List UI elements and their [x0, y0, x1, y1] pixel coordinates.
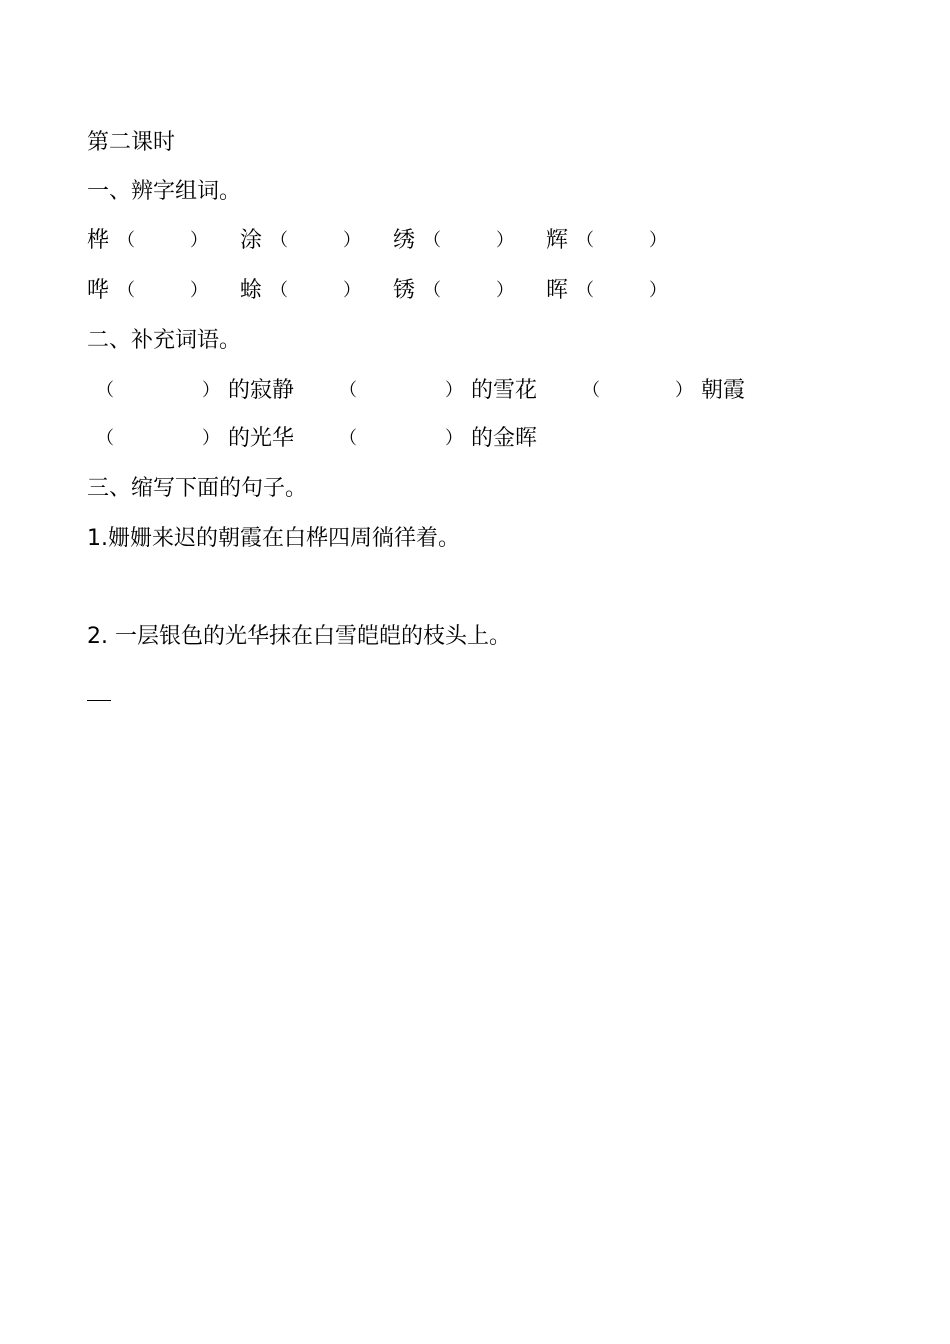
- phrase-suffix: 朝霞: [701, 378, 746, 403]
- char-item: 辉: [546, 228, 569, 253]
- section1-heading: 一、辨字组词。: [87, 179, 242, 204]
- close-paren: ）: [675, 380, 693, 401]
- open-paren: （: [96, 380, 114, 401]
- section3-heading: 三、缩写下面的句子。: [87, 476, 308, 501]
- close-paren: ）: [190, 230, 208, 251]
- answer-line: [87, 700, 111, 701]
- open-paren: （: [96, 428, 114, 449]
- phrase-suffix: 的雪花: [471, 378, 538, 403]
- phrase-suffix: 的寂静: [228, 378, 295, 403]
- close-paren: ）: [649, 280, 667, 301]
- close-paren: ）: [190, 280, 208, 301]
- open-paren: （: [339, 380, 357, 401]
- close-paren: ）: [649, 230, 667, 251]
- close-paren: ）: [496, 230, 514, 251]
- close-paren: ）: [445, 428, 463, 449]
- lesson-title: 第二课时: [87, 130, 176, 155]
- phrase-suffix: 的金晖: [471, 426, 538, 451]
- open-paren: （: [339, 428, 357, 449]
- open-paren: （: [117, 230, 135, 251]
- close-paren: ）: [202, 380, 220, 401]
- char-item: 晖: [546, 278, 569, 303]
- close-paren: ）: [343, 230, 361, 251]
- close-paren: ）: [343, 280, 361, 301]
- open-paren: （: [423, 280, 441, 301]
- phrase-suffix: 的光华: [228, 426, 295, 451]
- close-paren: ）: [202, 428, 220, 449]
- open-paren: （: [576, 280, 594, 301]
- open-paren: （: [582, 380, 600, 401]
- sentence-2: 2. 一层银色的光华抹在白雪皑皑的枝头上。: [87, 624, 511, 649]
- char-item: 涂: [240, 228, 263, 253]
- open-paren: （: [576, 230, 594, 251]
- char-item: 蜍: [240, 278, 263, 303]
- close-paren: ）: [496, 280, 514, 301]
- char-item: 桦: [87, 228, 110, 253]
- char-item: 哗: [87, 278, 110, 303]
- sentence-1: 1.姗姗来迟的朝霞在白桦四周徜徉着。: [87, 526, 460, 551]
- open-paren: （: [270, 230, 288, 251]
- close-paren: ）: [445, 380, 463, 401]
- section2-heading: 二、补充词语。: [87, 328, 242, 353]
- char-item: 锈: [393, 278, 416, 303]
- open-paren: （: [117, 280, 135, 301]
- open-paren: （: [423, 230, 441, 251]
- char-item: 绣: [393, 228, 416, 253]
- open-paren: （: [270, 280, 288, 301]
